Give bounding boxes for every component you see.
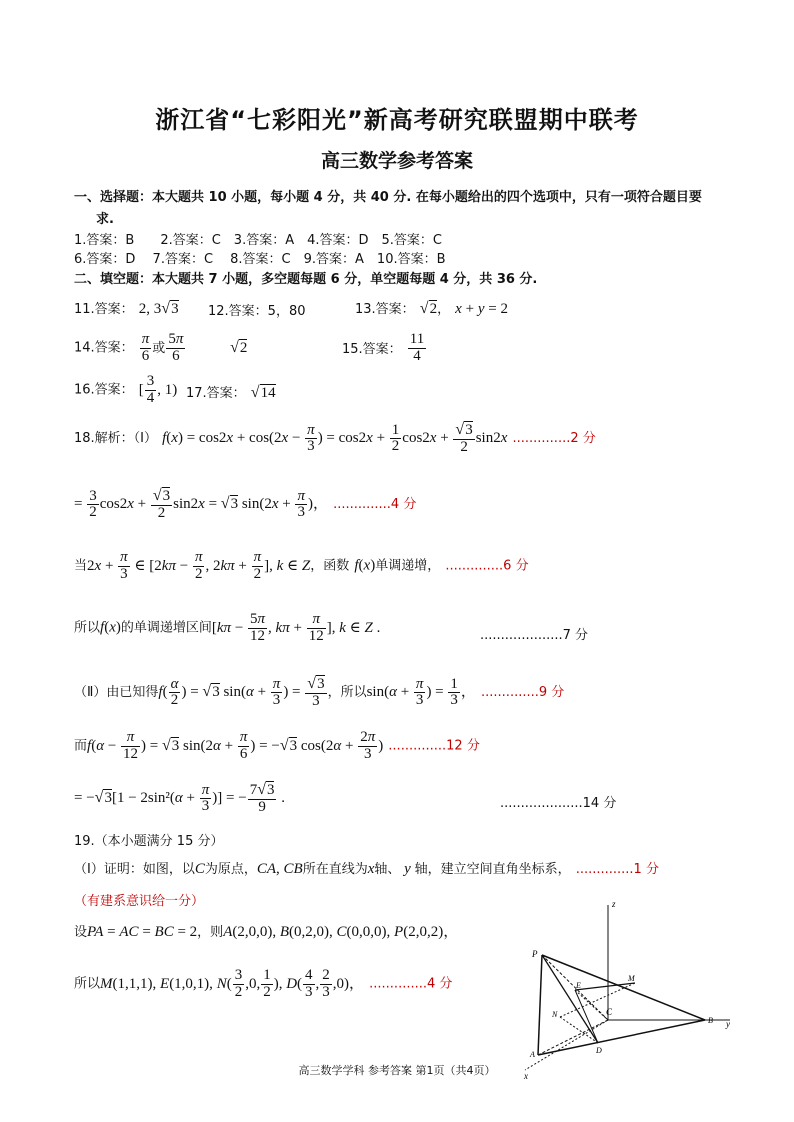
- label-M: M: [628, 974, 635, 983]
- label-x: x: [524, 1071, 528, 1080]
- label-B: B: [708, 1016, 713, 1025]
- answer-11-value: 2, 3√3: [138, 300, 179, 317]
- label-A: A: [530, 1050, 535, 1059]
- answer-14-value: $\frac{\pi}{6}$ 或 $\frac{5\pi}{6}$ √2: [141, 331, 248, 364]
- q18-line3: 当2x + $\frac{\pi}{3}$ ∈ [2kπ − $\frac{\pi}{2}$ , 2kπ + $\frac{\pi}{2}$ ], k ∈ Z，函数 f(x)单调递增， ..............6 分: [74, 549, 529, 582]
- q18-line3-text: ，函数: [310, 558, 350, 574]
- answer-17-label: 17.答案：: [186, 386, 246, 401]
- section1-heading: 一、选择题：本大题共 10 小题，每小题 4 分，共 40 分. 在每小题给出的四个选项中，只有一项符合题目要: [74, 190, 702, 205]
- answer-11: [74, 298, 179, 318]
- q18-line4-text: 的单调递增区间: [120, 620, 212, 636]
- answer-11-label: 11.答案：: [74, 302, 134, 317]
- q18-line1: [74, 422, 596, 456]
- q19-label: 19.（本小题满分 15 分）: [74, 834, 224, 849]
- q18-score-2: ..............2 分: [512, 431, 596, 447]
- answer-17: [186, 382, 276, 402]
- answer-16-value: [ $\frac{3}{4}$ , 1): [138, 373, 178, 406]
- q18-score-14: ....................14 分: [500, 796, 617, 811]
- q19-line1c: 所在直线为: [302, 862, 368, 877]
- answer-15-label: 15.答案：: [342, 341, 402, 357]
- q18-line6: [74, 730, 480, 763]
- answer-15-value: $\frac{11}{4}$: [409, 331, 425, 364]
- q18-line7: [74, 782, 285, 816]
- q19-line2a: 设: [74, 925, 88, 940]
- q19-line3a: 所以: [74, 976, 101, 992]
- answer-12: 12.答案：5，80: [208, 304, 306, 319]
- answer-13-value1: √2: [419, 300, 438, 317]
- answer-14-or: 或: [152, 340, 166, 356]
- q19-line1d: 轴、: [374, 862, 401, 877]
- label-C: C: [606, 1007, 613, 1017]
- page-footer: 高三数学学科 参考答案 第1页（共4页）: [298, 1064, 496, 1077]
- q19-line3: 所以M(1,1,1), E(1,0,1), N( $\frac{3}{2}$ ,0, $\frac{1}{2}$ ), D( $\frac{4}{3}$ , $\frac{2}{3}$ ,0)， ..............4 分: [74, 967, 453, 1000]
- choice-answers-row2: 6.答案：D 7.答案：C 8.答案：C 9.答案：A 10.答案：B: [74, 252, 446, 267]
- q19-score-4: ..............4 分: [369, 976, 453, 992]
- section2-heading: 二、填空题：本大题共 7 小题，多空题每题 6 分，单空题每题 4 分，共 36 分.: [74, 272, 538, 287]
- label-z: z: [612, 899, 616, 909]
- label-N: N: [552, 1010, 558, 1019]
- q19-line1: （Ⅰ）证明：如图，以C为原点，CA, CB所在直线为x轴、 y 轴，建立空间直角坐标系， ..............1 分: [74, 861, 659, 877]
- q19-line2b: ，则: [197, 925, 224, 940]
- answer-14: [74, 332, 247, 365]
- q18-eq2: = $\frac{3}{2}$ cos2x + $\frac{√3}{2}$ sin2x = √3 sin(2x + $\frac{\pi}{3}$ )，: [74, 487, 328, 521]
- q18-score-7: ....................7 分: [480, 628, 589, 643]
- q18-eq7: = −√3[1 − 2sin²(α + $\frac{\pi}{3}$ )] = − $\frac{7√3}{9}$ .: [74, 781, 285, 815]
- q18-eq5: f( $\frac{\alpha}{2}$ ) = √3 sin(α + $\frac{\pi}{3}$ ) = $\frac{√3}{3}$: [158, 675, 325, 709]
- q18-line3-prefix: 当: [74, 558, 88, 574]
- q18-score-12: ..............12 分: [388, 738, 480, 754]
- answer-17-value: √14: [250, 384, 276, 401]
- label-D: D: [596, 1046, 602, 1055]
- answer-14-label: 14.答案：: [74, 340, 134, 356]
- q19-note: （有建系意识给一分）: [74, 894, 205, 909]
- q18-line4: 所以f(x)的单调递增区间[kπ − $\frac{5\pi}{12}$ , kπ + $\frac{\pi}{12}$ ], k ∈ Z .: [74, 611, 381, 644]
- label-E: E: [576, 981, 581, 990]
- page-subtitle: 高三数学参考答案: [320, 150, 473, 172]
- q18-line5-prefix: （Ⅱ）由已知得: [74, 685, 159, 701]
- answer-15: [342, 332, 427, 365]
- q18-line3-suffix: 单调递增，: [375, 558, 441, 574]
- q19-line1a: （Ⅰ）证明：如图，以: [74, 862, 195, 877]
- q18-eq6: f(α − $\frac{\pi}{12}$ ) = √3 sin(2α + $\frac{\pi}{6}$ ) = −√3 cos(2α + $\frac{2\pi}{3}$ ): [87, 729, 384, 762]
- q18-eq1: f(x) = cos2x + cos(2x − $\frac{\pi}{3}$ ) = cos2x + $\frac{1}{2}$ cos2x + $\frac{√3}{2}$ sin2x: [162, 421, 508, 455]
- choice-answers-row1: 1.答案：B 2.答案：C 3.答案：A 4.答案：D 5.答案：C: [74, 233, 442, 248]
- q18-line2: [74, 488, 416, 522]
- q18-score-4: ..............4 分: [333, 497, 417, 513]
- q18-line6-prefix: 而: [74, 738, 88, 754]
- answer-13-value2: x + y = 2: [455, 301, 508, 317]
- label-y: y: [726, 1019, 730, 1029]
- answer-13: [355, 298, 508, 318]
- q18-line4-prefix: 所以: [74, 620, 101, 636]
- q18-label: 18.解析：（Ⅰ）: [74, 431, 158, 447]
- q19-score-1: ..............1 分: [575, 862, 659, 877]
- answer-16-label: 16.答案：: [74, 382, 134, 398]
- answer-13-sep: ，: [437, 302, 451, 317]
- q18-score-9: ..............9 分: [481, 685, 565, 701]
- page-title: 浙江省“七彩阳光”新高考研究联盟期中联考: [155, 106, 639, 134]
- section1-heading-cont: 求.: [96, 212, 114, 227]
- q19-line1b: 为原点，: [204, 862, 257, 877]
- answer-16: [74, 374, 177, 407]
- q19-line2: 设PA = AC = BC = 2，则A(2,0,0), B(0,2,0), C(0,0,0), P(2,0,2)，: [74, 924, 459, 940]
- q18-eq3: 2x + $\frac{\pi}{3}$ ∈ [2kπ − $\frac{\pi}{2}$ , 2kπ + $\frac{\pi}{2}$ ], k ∈ Z: [87, 549, 311, 582]
- q18-eq4: [kπ − $\frac{5\pi}{12}$ , kπ + $\frac{\pi}{12}$ ], k ∈ Z .: [211, 611, 381, 644]
- q18-score-6: ..............6 分: [445, 558, 529, 574]
- geometry-figure: [520, 895, 740, 1080]
- q19-line1e: 轴，建立空间直角坐标系，: [414, 862, 571, 877]
- q18-line5-mid: ，所以: [327, 685, 367, 701]
- q18-line5: （Ⅱ）由已知得f( $\frac{\alpha}{2}$ ) = √3 sin(α + $\frac{\pi}{3}$ ) = $\frac{√3}{3}$ ，所以sin(α + $\frac{\pi}{3}$ ) = $\frac{1}{3}$ ， ..............9 分: [74, 675, 565, 709]
- answer-13-label: 13.答案：: [355, 302, 415, 317]
- label-P: P: [532, 949, 538, 959]
